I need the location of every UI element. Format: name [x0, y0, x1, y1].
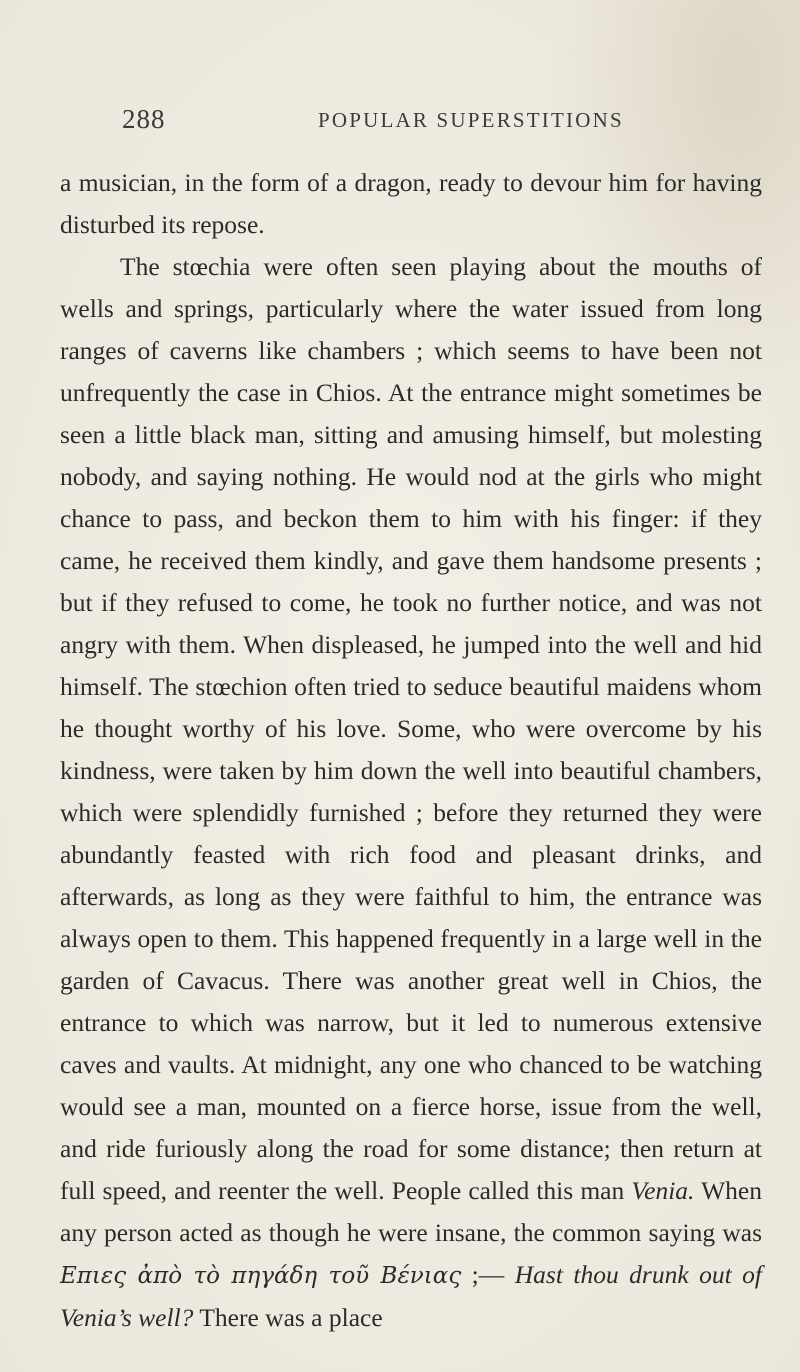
paragraph-text: The stœchia were often seen playing about the mouths of wells and springs, particularly where the water issued from long ranges of caverns like chambers ; which seems to have been not unfrequently the case in Chios. At the entrance might sometimes be seen a little black man, sitting and amusing himself, but molesting nobody, and saying nothing. He would nod at the girls who might chance to pass, and beckon them to him with his finger: if they came, he received them kindly, and gave them handsome presents ; but if they refused to come, he took no further notice, and was not angry with them. When displeased, he jumped into the well and hid himself. The stœchion often tried to seduce beautiful maidens whom he thought worthy of his love. Some, who were overcome by his kindness, were taken by him down the well into beautiful chambers, which were splendidly furnished ; before they returned they were abundantly feasted with rich food and pleasant drinks, and afterwards, as long as they were faithful to him, the entrance was always open to them. This happened frequently in a large well in the garden of Cavacus. There was another great well in Chios, the entrance to which was narrow, but it led to numerous extensive caves and vaults. At midnight, any one who chanced to be watching would see a man, mounted on a fierce horse, issue from the well, and ride furiously along the road for some distance; then return at full speed, and reenter the well. People called this man — [60, 252, 762, 1205]
running-head: POPULAR SUPERSTITIONS — [318, 108, 624, 132]
page-number: 288 — [122, 104, 166, 134]
paragraph-text: ;— — [461, 1260, 515, 1289]
paragraph-text: There was a place — [193, 1303, 383, 1332]
paragraph-stoechia — [60, 246, 762, 1339]
saying-translation: Hast thou drunk out of Venia’s well? — [60, 1260, 763, 1332]
paragraph-text: When any person acted as though he were insane, the common saying was — [60, 1176, 762, 1247]
paragraph-continued: a musician, in the form of a dragon, ready to devour him for having disturbed its repose. — [60, 168, 762, 239]
page-header — [122, 104, 762, 144]
body-text — [60, 162, 762, 1339]
greek-saying: Επιες ἀπὸ τὸ πηγάδη τοῦ Βένιας — [60, 1263, 462, 1289]
name-venia: Venia. — [631, 1176, 695, 1205]
